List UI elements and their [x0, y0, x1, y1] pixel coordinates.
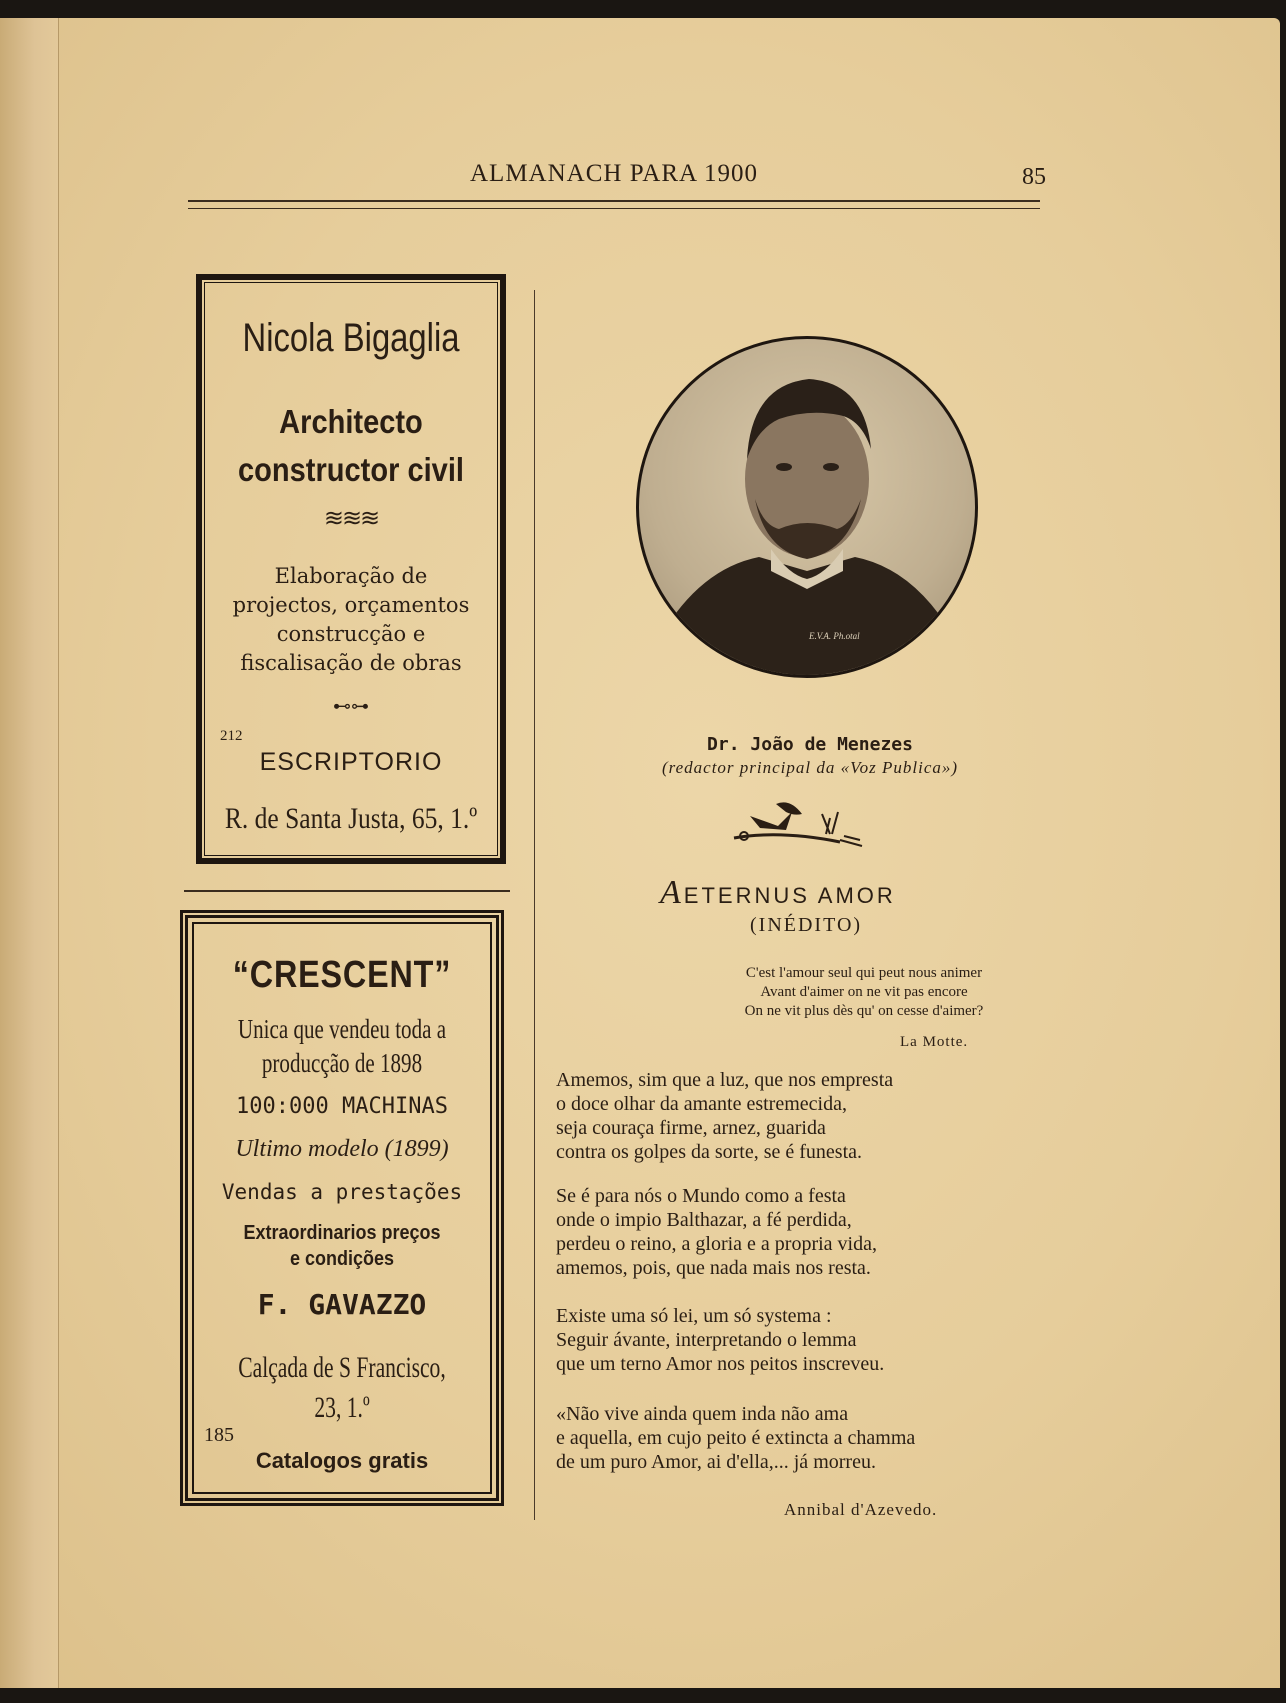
ad-number: 212	[220, 728, 243, 744]
ad-street-line: Calçada de S Francisco,	[238, 1351, 446, 1384]
poem-line: onde o impio Balthazar, a fé perdida,	[556, 1209, 852, 1231]
page	[0, 18, 1280, 1688]
poem-line: seja couraça firme, arnez, guarida	[556, 1117, 826, 1139]
poem-line: Se é para nós o Mundo como a festa	[556, 1185, 846, 1207]
poem-subtitle: (INÉDITO)	[750, 914, 863, 936]
book-gutter	[0, 18, 59, 1688]
ad-prices-line: e condições	[289, 1248, 395, 1270]
poem-title	[660, 874, 896, 912]
poem-stanza	[556, 1184, 1016, 1280]
poem-line: Seguir ávante, interpretando o lemma	[556, 1329, 857, 1351]
portrait-photo	[636, 336, 978, 678]
engraver-mark: E.V.A. Ph.otal	[809, 631, 860, 641]
ad-address: R. de Santa Justa, 65, 1.º	[224, 802, 478, 835]
poem-title-rest: ETERNUS AMOR	[683, 883, 896, 908]
epigraph-line: On ne vit plus dès qu' on cesse d'aimer?	[744, 1003, 984, 1019]
poem-line: amemos, pois, que nada mais nos resta.	[556, 1257, 871, 1279]
poem-stanza	[556, 1402, 1016, 1474]
poem-line: perdeu o reino, a gloria e a propria vida,	[556, 1233, 877, 1255]
ad-sales: Vendas a prestações	[221, 1180, 463, 1204]
ad-street	[231, 1348, 453, 1428]
portrait-caption-role: (redactor principal da «Voz Publica»)	[661, 758, 959, 777]
poem-line: e aquella, em cujo peito é extincta a chamma	[556, 1427, 916, 1449]
page-number: 85	[1022, 164, 1046, 190]
poem-line: o doce olhar da amante estremecida,	[556, 1093, 847, 1115]
ad-claim	[222, 1012, 462, 1080]
poem-epigraph	[694, 964, 1034, 1021]
header-rule	[188, 200, 1040, 202]
ad-prices-line: Extraordinarios preços	[243, 1222, 441, 1244]
ad-nicola-bigaglia	[196, 274, 506, 864]
ad-vendor: F. GAVAZZO	[257, 1288, 427, 1321]
ad-catalog: Catalogos gratis	[255, 1448, 429, 1473]
poem-line: Amemos, sim que a luz, que nos empresta	[556, 1069, 894, 1091]
ad-profession-line: Architecto	[279, 403, 423, 440]
poem-title-initial: A	[660, 874, 684, 911]
poem-line: que um terno Amor nos peitos inscreveu.	[556, 1353, 885, 1375]
column-divider	[534, 290, 535, 1520]
ad-model: Ultimo modelo (1899)	[235, 1136, 449, 1162]
poem-stanza	[556, 1068, 1016, 1164]
small-ornament-icon: ⊷⊶	[333, 696, 369, 716]
ad-office-label: ESCRIPTORIO	[259, 748, 443, 776]
poem-line: Existe uma só lei, um só systema :	[556, 1305, 832, 1327]
poem-line: «Não vive ainda quem inda não ama	[556, 1403, 849, 1425]
ad-claim-line: Unica que vendeu toda a	[237, 1014, 447, 1044]
ad-brand: “CRESCENT”	[232, 954, 452, 996]
portrait-caption-name: Dr. João de Menezes	[707, 734, 913, 755]
header-rule-thin	[188, 208, 1040, 209]
ad-description	[202, 562, 500, 678]
running-header-title: ALMANACH PARA 1900	[470, 160, 758, 187]
ad-street-line: 23, 1.º	[314, 1391, 370, 1424]
ad-claim-line: producção de 1898	[261, 1048, 423, 1078]
ad-number: 185	[204, 1424, 234, 1446]
portrait-figure-icon	[639, 339, 975, 675]
ad-profession	[220, 398, 482, 494]
bird-branch-vignette-icon	[730, 794, 870, 850]
ad-description-line: fiscalisação de obras	[240, 651, 462, 675]
ad-separator-rule	[184, 890, 510, 892]
ornament-icon: ≋≋≋	[323, 506, 379, 532]
poem-line: contra os golpes da sorte, se é funesta.	[556, 1141, 863, 1163]
poem-stanza	[556, 1304, 1016, 1376]
ad-crescent	[180, 910, 504, 1506]
epigraph-line: C'est l'amour seul qui peut nous animer	[745, 965, 983, 981]
ad-name: Nicola Bigaglia	[242, 316, 460, 360]
epigraph-author: La Motte.	[900, 1034, 969, 1050]
poem-author: Annibal d'Azevedo.	[784, 1500, 938, 1519]
poem-line: de um puro Amor, ai d'ella,... já morreu.	[556, 1451, 876, 1473]
ad-profession-line: constructor civil	[238, 451, 464, 488]
ad-quantity: 100:000 MACHINAS	[236, 1094, 448, 1119]
epigraph-line: Avant d'aimer on ne vit pas encore	[760, 984, 968, 1000]
ad-description-line: construcção e	[276, 622, 426, 646]
ad-prices	[203, 1220, 480, 1272]
ad-description-line: projectos, orçamentos	[232, 593, 470, 617]
ad-description-line: Elaboração de	[274, 564, 428, 588]
